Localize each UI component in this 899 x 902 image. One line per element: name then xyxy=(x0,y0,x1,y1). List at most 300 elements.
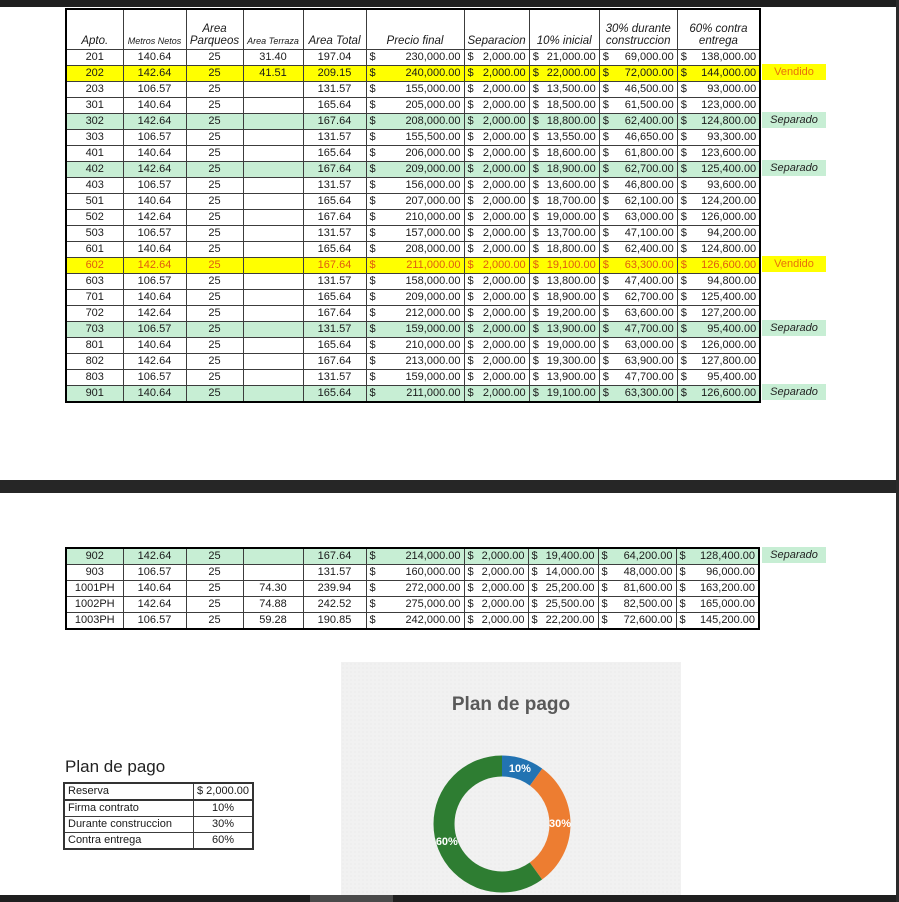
cell xyxy=(243,338,303,354)
table-row xyxy=(66,130,760,146)
cell: 59.28 xyxy=(243,613,303,630)
cell: 140.64 xyxy=(123,194,186,210)
cell: $ 18,900.00 xyxy=(529,162,599,178)
cell: 74.88 xyxy=(243,597,303,613)
cell: 25 xyxy=(186,597,243,613)
table-row xyxy=(66,162,760,178)
cell xyxy=(243,114,303,130)
cell: $ 126,000.00 xyxy=(677,338,760,354)
status-badge: Vendido xyxy=(762,64,826,80)
cell: $ 2,000.00 xyxy=(464,354,529,370)
cell: 142.64 xyxy=(123,354,186,370)
cell: $ 13,900.00 xyxy=(529,322,599,338)
cell: 25 xyxy=(186,130,243,146)
cell: 602 xyxy=(66,258,123,274)
cell xyxy=(243,565,303,581)
cell: $ 2,000.00 xyxy=(464,82,529,98)
cell: 131.57 xyxy=(303,178,366,194)
cell: $ 69,000.00 xyxy=(599,50,677,66)
cell: $ 159,000.00 xyxy=(366,370,464,386)
cell: $ 2,000.00 xyxy=(464,98,529,114)
table-row xyxy=(66,50,760,66)
apartments-table-page1 xyxy=(65,8,761,403)
cell: 901 xyxy=(66,386,123,403)
cell: 403 xyxy=(66,178,123,194)
table-row xyxy=(66,581,759,597)
cell: $ 13,700.00 xyxy=(529,226,599,242)
cell: $ 13,900.00 xyxy=(529,370,599,386)
cell xyxy=(243,290,303,306)
cell: 131.57 xyxy=(303,274,366,290)
table-row xyxy=(66,114,760,130)
cell xyxy=(243,370,303,386)
plan-row xyxy=(64,833,253,850)
cell: $ 47,700.00 xyxy=(599,322,677,338)
cell: 165.64 xyxy=(303,242,366,258)
cell: $ 210,000.00 xyxy=(366,338,464,354)
cell: $ 62,400.00 xyxy=(599,114,677,130)
cell: $ 81,600.00 xyxy=(598,581,676,597)
cell: $ 125,400.00 xyxy=(677,162,760,178)
cell: $ 25,500.00 xyxy=(528,597,598,613)
slice-label: 30% xyxy=(548,818,572,830)
cell: $ 2,000.00 xyxy=(464,210,529,226)
cell: 142.64 xyxy=(123,548,186,565)
cell: $ 47,100.00 xyxy=(599,226,677,242)
cell: $ 46,800.00 xyxy=(599,178,677,194)
cell: $ 63,900.00 xyxy=(599,354,677,370)
table-row xyxy=(66,548,759,565)
page-break-bar xyxy=(0,480,899,493)
plan-label: Firma contrato xyxy=(64,800,194,817)
table-row xyxy=(66,146,760,162)
table-row xyxy=(66,565,759,581)
cell: 106.57 xyxy=(123,82,186,98)
plan-value: 30% xyxy=(194,817,254,833)
cell: 302 xyxy=(66,114,123,130)
column-header: Precio final xyxy=(366,9,464,50)
cell: $ 213,000.00 xyxy=(366,354,464,370)
cell: $ 72,600.00 xyxy=(598,613,676,630)
cell: $ 2,000.00 xyxy=(464,581,528,597)
cell: $ 62,700.00 xyxy=(599,162,677,178)
cell: 41.51 xyxy=(243,66,303,82)
cell: 167.64 xyxy=(303,210,366,226)
cell: 140.64 xyxy=(123,386,186,403)
cell: 25 xyxy=(186,274,243,290)
cell: 106.57 xyxy=(123,178,186,194)
cell: $ 2,000.00 xyxy=(464,370,529,386)
cell: 501 xyxy=(66,194,123,210)
cell: 209.15 xyxy=(303,66,366,82)
cell: $ 13,600.00 xyxy=(529,178,599,194)
table-row xyxy=(66,258,760,274)
cell: 140.64 xyxy=(123,50,186,66)
cell xyxy=(243,98,303,114)
cell: $ 209,000.00 xyxy=(366,290,464,306)
cell: $ 145,200.00 xyxy=(676,613,759,630)
cell: $ 209,000.00 xyxy=(366,162,464,178)
cell: $ 61,800.00 xyxy=(599,146,677,162)
cell: $ 61,500.00 xyxy=(599,98,677,114)
cell: 803 xyxy=(66,370,123,386)
cell: 903 xyxy=(66,565,123,581)
cell: $ 2,000.00 xyxy=(464,548,528,565)
cell: $ 126,600.00 xyxy=(677,258,760,274)
cell: 802 xyxy=(66,354,123,370)
cell: 167.64 xyxy=(303,354,366,370)
cell: $ 63,300.00 xyxy=(599,258,677,274)
cell: 801 xyxy=(66,338,123,354)
cell: 25 xyxy=(186,258,243,274)
cell: $ 48,000.00 xyxy=(598,565,676,581)
cell: 131.57 xyxy=(303,565,366,581)
cell: 197.04 xyxy=(303,50,366,66)
cell: 703 xyxy=(66,322,123,338)
cell: $ 94,200.00 xyxy=(677,226,760,242)
cell: 603 xyxy=(66,274,123,290)
cell: 167.64 xyxy=(303,162,366,178)
cell: $ 230,000.00 xyxy=(366,50,464,66)
cell: 25 xyxy=(186,565,243,581)
cell: 165.64 xyxy=(303,194,366,210)
cell: 190.85 xyxy=(303,613,366,630)
payment-plan-chart-panel xyxy=(341,662,681,895)
cell: 142.64 xyxy=(123,210,186,226)
cell: $ 275,000.00 xyxy=(366,597,464,613)
cell: 25 xyxy=(186,613,243,630)
column-header: Area Parqueos xyxy=(186,9,243,50)
cell: 1001PH xyxy=(66,581,123,597)
cell: 25 xyxy=(186,386,243,403)
cell: 1002PH xyxy=(66,597,123,613)
cell: $ 2,000.00 xyxy=(464,565,528,581)
payment-plan-title: Plan de pago xyxy=(65,757,166,776)
cell: 106.57 xyxy=(123,274,186,290)
cell: $ 205,000.00 xyxy=(366,98,464,114)
cell: 25 xyxy=(186,548,243,565)
cell: 31.40 xyxy=(243,50,303,66)
cell xyxy=(243,194,303,210)
viewer-top-bar xyxy=(0,0,899,7)
cell: 165.64 xyxy=(303,338,366,354)
donut-chart xyxy=(341,662,681,895)
cell: 301 xyxy=(66,98,123,114)
cell: $ 2,000.00 xyxy=(464,338,529,354)
cell: 106.57 xyxy=(123,370,186,386)
cell: 239.94 xyxy=(303,581,366,597)
cell: $ 2,000.00 xyxy=(464,386,529,403)
cell: $ 214,000.00 xyxy=(366,548,464,565)
header-row xyxy=(66,9,760,50)
table-row xyxy=(66,613,759,630)
cell: 25 xyxy=(186,178,243,194)
cell: $ 2,000.00 xyxy=(464,162,529,178)
plan-label: Contra entrega xyxy=(64,833,194,850)
cell: $ 125,400.00 xyxy=(677,290,760,306)
table-row xyxy=(66,290,760,306)
cell: $ 138,000.00 xyxy=(677,50,760,66)
table-row xyxy=(66,322,760,338)
cell: 142.64 xyxy=(123,114,186,130)
cell: $ 155,000.00 xyxy=(366,82,464,98)
cell: $ 124,800.00 xyxy=(677,114,760,130)
column-header: Area Total xyxy=(303,9,366,50)
cell: 74.30 xyxy=(243,581,303,597)
cell xyxy=(243,82,303,98)
cell: $ 272,000.00 xyxy=(366,581,464,597)
cell: $ 18,800.00 xyxy=(529,114,599,130)
cell: $ 155,500.00 xyxy=(366,130,464,146)
cell: $ 63,000.00 xyxy=(599,338,677,354)
plan-label: Durante construccion xyxy=(64,817,194,833)
cell: 167.64 xyxy=(303,306,366,322)
cell: 106.57 xyxy=(123,130,186,146)
cell: $ 160,000.00 xyxy=(366,565,464,581)
cell xyxy=(243,322,303,338)
cell: $ 2,000.00 xyxy=(464,66,529,82)
table-row xyxy=(66,597,759,613)
cell: $ 211,000.00 xyxy=(366,386,464,403)
cell: $ 2,000.00 xyxy=(464,226,529,242)
cell: 140.64 xyxy=(123,290,186,306)
cell: 25 xyxy=(186,114,243,130)
cell: 1003PH xyxy=(66,613,123,630)
plan-row xyxy=(64,783,253,800)
cell: 401 xyxy=(66,146,123,162)
cell: 201 xyxy=(66,50,123,66)
cell xyxy=(243,306,303,322)
table-row xyxy=(66,338,760,354)
cell: 25 xyxy=(186,210,243,226)
cell: $ 18,900.00 xyxy=(529,290,599,306)
table-row xyxy=(66,386,760,403)
cell: 140.64 xyxy=(123,98,186,114)
cell: $ 63,600.00 xyxy=(599,306,677,322)
cell: $ 240,000.00 xyxy=(366,66,464,82)
column-header: Separacion xyxy=(464,9,529,50)
cell xyxy=(243,354,303,370)
cell: 601 xyxy=(66,242,123,258)
cell: $ 158,000.00 xyxy=(366,274,464,290)
cell: $ 207,000.00 xyxy=(366,194,464,210)
cell: 106.57 xyxy=(123,565,186,581)
slice-label: 10% xyxy=(508,762,531,775)
cell: $ 21,000.00 xyxy=(529,50,599,66)
cell: $ 62,400.00 xyxy=(599,242,677,258)
cell: 165.64 xyxy=(303,386,366,403)
cell xyxy=(243,548,303,565)
cell: $ 157,000.00 xyxy=(366,226,464,242)
cell: 142.64 xyxy=(123,597,186,613)
cell: $ 63,000.00 xyxy=(599,210,677,226)
cell: $ 46,500.00 xyxy=(599,82,677,98)
column-header: Apto. xyxy=(66,9,123,50)
cell: 25 xyxy=(186,306,243,322)
cell: $ 124,800.00 xyxy=(677,242,760,258)
cell: $ 19,400.00 xyxy=(528,548,598,565)
cell: $ 208,000.00 xyxy=(366,114,464,130)
apartments-table-page2 xyxy=(65,547,760,630)
cell: $ 19,300.00 xyxy=(529,354,599,370)
cell: 25 xyxy=(186,66,243,82)
cell: 140.64 xyxy=(123,338,186,354)
scrollbar-thumb[interactable] xyxy=(310,895,393,902)
plan-row xyxy=(64,800,253,817)
cell: 242.52 xyxy=(303,597,366,613)
cell: 25 xyxy=(186,50,243,66)
cell: $ 2,000.00 xyxy=(464,613,528,630)
cell xyxy=(243,210,303,226)
cell: 25 xyxy=(186,226,243,242)
cell: $ 25,200.00 xyxy=(528,581,598,597)
cell: 165.64 xyxy=(303,290,366,306)
cell: 503 xyxy=(66,226,123,242)
cell: $ 212,000.00 xyxy=(366,306,464,322)
cell: $ 127,200.00 xyxy=(677,306,760,322)
cell: $ 2,000.00 xyxy=(464,258,529,274)
cell: 203 xyxy=(66,82,123,98)
cell xyxy=(243,226,303,242)
cell: 702 xyxy=(66,306,123,322)
table-row xyxy=(66,66,760,82)
table-row xyxy=(66,242,760,258)
cell: 140.64 xyxy=(123,581,186,597)
cell: 131.57 xyxy=(303,130,366,146)
plan-value: 10% xyxy=(194,800,254,817)
cell: $ 2,000.00 xyxy=(464,274,529,290)
cell: $ 19,000.00 xyxy=(529,210,599,226)
table-row xyxy=(66,370,760,386)
cell: $ 165,000.00 xyxy=(676,597,759,613)
cell: $ 123,600.00 xyxy=(677,146,760,162)
cell: 167.64 xyxy=(303,258,366,274)
cell: 167.64 xyxy=(303,548,366,565)
status-badge: Vendido xyxy=(762,256,826,272)
status-badge: Separado xyxy=(762,320,826,336)
column-header: Area Terraza xyxy=(243,9,303,50)
cell: $ 126,600.00 xyxy=(677,386,760,403)
cell xyxy=(243,386,303,403)
cell: $ 128,400.00 xyxy=(676,548,759,565)
cell: $ 72,000.00 xyxy=(599,66,677,82)
cell: 167.64 xyxy=(303,114,366,130)
cell: $ 47,700.00 xyxy=(599,370,677,386)
cell: $ 94,800.00 xyxy=(677,274,760,290)
status-badge: Separado xyxy=(762,547,826,563)
table-row xyxy=(66,82,760,98)
column-header: 30% durante construccion xyxy=(599,9,677,50)
status-badge: Separado xyxy=(762,384,826,400)
cell: $ 208,000.00 xyxy=(366,242,464,258)
cell xyxy=(243,274,303,290)
cell: $ 2,000.00 xyxy=(464,114,529,130)
status-badge: Separado xyxy=(762,112,826,128)
cell xyxy=(243,178,303,194)
cell xyxy=(243,162,303,178)
cell: $ 63,300.00 xyxy=(599,386,677,403)
cell: 701 xyxy=(66,290,123,306)
cell: 902 xyxy=(66,548,123,565)
cell: $ 2,000.00 xyxy=(464,242,529,258)
cell: $ 210,000.00 xyxy=(366,210,464,226)
cell: $ 22,000.00 xyxy=(529,66,599,82)
cell: $ 2,000.00 xyxy=(464,306,529,322)
cell: $ 18,600.00 xyxy=(529,146,599,162)
plan-value: 60% xyxy=(194,833,254,850)
column-header: 60% contra entrega xyxy=(677,9,760,50)
cell: 25 xyxy=(186,338,243,354)
cell xyxy=(243,242,303,258)
cell: $ 93,000.00 xyxy=(677,82,760,98)
cell: $ 19,100.00 xyxy=(529,258,599,274)
cell: 25 xyxy=(186,370,243,386)
cell: 131.57 xyxy=(303,370,366,386)
cell: 25 xyxy=(186,146,243,162)
cell: $ 64,200.00 xyxy=(598,548,676,565)
cell: $ 144,000.00 xyxy=(677,66,760,82)
cell xyxy=(243,130,303,146)
cell: $ 127,800.00 xyxy=(677,354,760,370)
column-header: Metros Netos xyxy=(123,9,186,50)
cell: $ 46,650.00 xyxy=(599,130,677,146)
cell: $ 123,000.00 xyxy=(677,98,760,114)
cell: $ 156,000.00 xyxy=(366,178,464,194)
table-row xyxy=(66,98,760,114)
plan-row xyxy=(64,817,253,833)
cell: $ 18,500.00 xyxy=(529,98,599,114)
cell: 402 xyxy=(66,162,123,178)
cell: 25 xyxy=(186,242,243,258)
chart-title: Plan de pago xyxy=(451,694,571,715)
cell: $ 93,300.00 xyxy=(677,130,760,146)
cell: $ 82,500.00 xyxy=(598,597,676,613)
cell: $ 2,000.00 xyxy=(464,146,529,162)
viewer-bottom-bar xyxy=(0,895,899,902)
cell: $ 2,000.00 xyxy=(464,178,529,194)
cell: $ 13,500.00 xyxy=(529,82,599,98)
cell: $ 22,200.00 xyxy=(528,613,598,630)
plan-value: $ 2,000.00 xyxy=(194,783,254,800)
cell: $ 2,000.00 xyxy=(464,194,529,210)
cell: 25 xyxy=(186,162,243,178)
cell: 131.57 xyxy=(303,82,366,98)
table-row xyxy=(66,274,760,290)
cell: 165.64 xyxy=(303,146,366,162)
cell xyxy=(243,146,303,162)
cell: 106.57 xyxy=(123,226,186,242)
cell: $ 159,000.00 xyxy=(366,322,464,338)
table-row xyxy=(66,306,760,322)
cell: 142.64 xyxy=(123,66,186,82)
slice-label: 60% xyxy=(435,835,458,848)
cell: $ 18,800.00 xyxy=(529,242,599,258)
cell: $ 93,600.00 xyxy=(677,178,760,194)
cell: $ 2,000.00 xyxy=(464,290,529,306)
cell: 142.64 xyxy=(123,162,186,178)
cell: 25 xyxy=(186,290,243,306)
cell: $ 163,200.00 xyxy=(676,581,759,597)
cell: $ 95,400.00 xyxy=(677,322,760,338)
cell xyxy=(243,258,303,274)
payment-plan-table xyxy=(63,782,254,850)
cell: 106.57 xyxy=(123,613,186,630)
table-row xyxy=(66,226,760,242)
status-badge: Separado xyxy=(762,160,826,176)
plan-label: Reserva xyxy=(64,783,194,800)
cell: $ 62,700.00 xyxy=(599,290,677,306)
cell: 131.57 xyxy=(303,226,366,242)
